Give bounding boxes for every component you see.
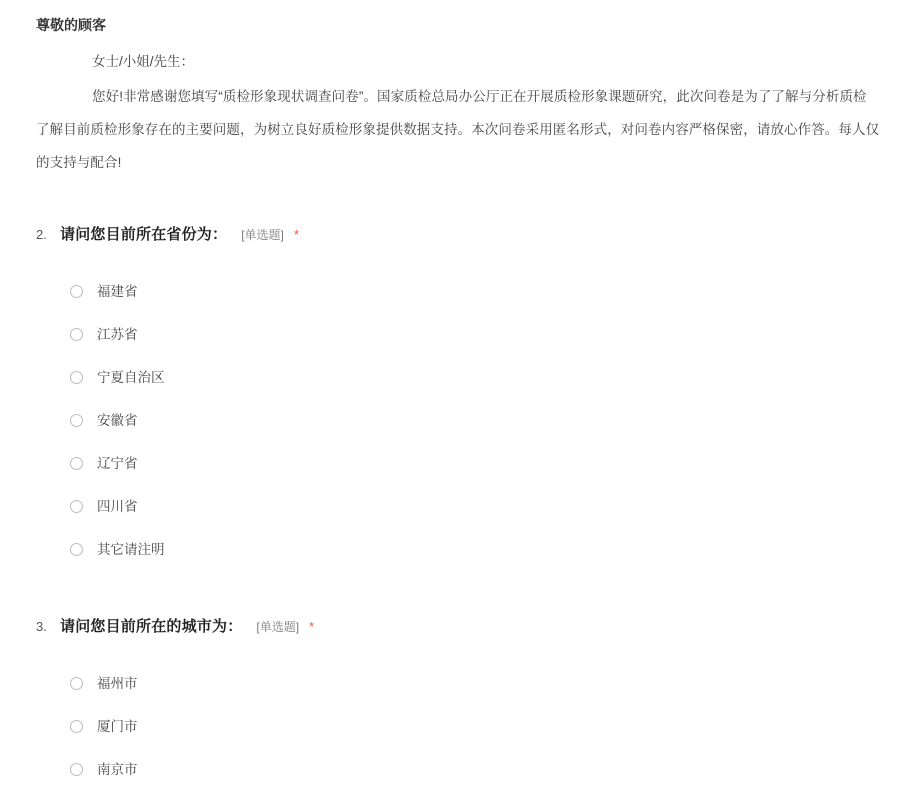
question-province-header — [36, 223, 872, 244]
radio-icon[interactable] — [70, 457, 83, 470]
option-anhui[interactable] — [70, 399, 872, 442]
option-label: 南京市 — [97, 761, 138, 777]
option-label: 江苏省 — [97, 326, 138, 342]
intro-body-line-3: 的支持与配合! — [36, 155, 122, 170]
option-xiamen[interactable] — [70, 705, 872, 748]
option-nanjing[interactable] — [70, 748, 872, 791]
radio-icon[interactable] — [70, 763, 83, 776]
question-province-required-mark: * — [293, 227, 299, 242]
radio-icon[interactable] — [70, 414, 83, 427]
intro-body-line-2: 了解目前质检形象存在的主要问题，为树立良好质检形象提供数据支持。本次问卷采用匿名形式，对问卷内容严格保密，请放心作答。每人仅 — [36, 122, 880, 137]
option-liaoning[interactable] — [70, 442, 872, 485]
option-sichuan[interactable] — [70, 485, 872, 528]
option-other-province[interactable] — [70, 528, 872, 571]
option-ningxia[interactable] — [70, 356, 872, 399]
intro-body — [36, 80, 880, 179]
intro-salutation: 女士/小姐/先生： — [92, 54, 195, 69]
radio-icon[interactable] — [70, 500, 83, 513]
intro-title: 尊敬的顾客 — [36, 17, 106, 33]
option-label: 四川省 — [97, 498, 138, 514]
option-jiangsu[interactable] — [70, 313, 872, 356]
question-province-type: [单选题] — [241, 228, 284, 242]
question-city-required-mark: * — [309, 619, 315, 634]
option-label: 辽宁省 — [97, 455, 138, 471]
question-city-title: 请问您目前所在的城市为： — [60, 618, 243, 635]
radio-icon[interactable] — [70, 328, 83, 341]
option-label: 福州市 — [97, 675, 138, 691]
radio-icon[interactable] — [70, 371, 83, 384]
question-city-options — [36, 662, 872, 791]
option-label: 宁夏自治区 — [97, 369, 165, 385]
option-label: 安徽省 — [97, 412, 138, 428]
question-city-number: 3. — [36, 619, 47, 634]
radio-icon[interactable] — [70, 543, 83, 556]
question-city-type: [单选题] — [256, 620, 300, 634]
option-label: 福建省 — [97, 283, 138, 299]
option-fuzhou[interactable] — [70, 662, 872, 705]
radio-icon[interactable] — [70, 720, 83, 733]
question-province-title: 请问您目前所在省份为： — [60, 226, 228, 243]
option-label: 厦门市 — [97, 718, 138, 734]
radio-icon[interactable] — [70, 285, 83, 298]
question-province — [0, 223, 900, 571]
question-province-number: 2. — [36, 227, 47, 242]
question-city-header — [36, 615, 872, 636]
survey-intro — [0, 0, 900, 179]
radio-icon[interactable] — [70, 677, 83, 690]
question-city — [0, 615, 900, 791]
option-fujian[interactable] — [70, 270, 872, 313]
option-label: 其它请注明 — [97, 541, 165, 557]
question-province-options — [36, 270, 872, 571]
intro-body-line-1: 您好!非常感谢您填写“质检形象现状调查问卷”。国家质检总局办公厅正在开展质检形象课题研究，此次问卷是为了了解与分析质检 — [92, 89, 867, 104]
